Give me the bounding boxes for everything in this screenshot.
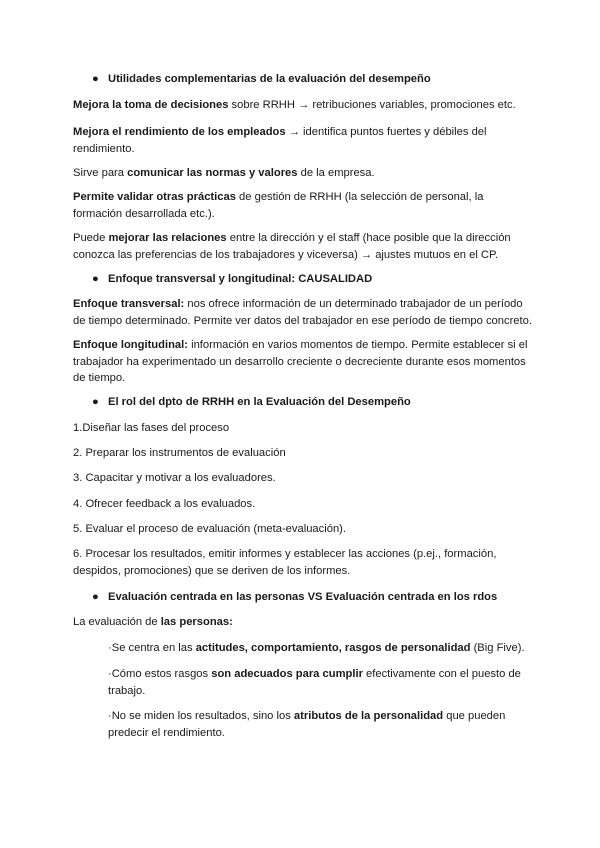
paragraph: Enfoque transversal: nos ofrece información de un determinado trabajador de un período de tiempo determinado. Permite ver datos del trabajador en ese período de tiempo concreto. bbox=[73, 298, 532, 327]
bullet-icon: ● bbox=[92, 73, 99, 85]
sub-item: ·Se centra en las actitudes, comportamiento, rasgos de personalidad (Big Five). bbox=[108, 642, 525, 654]
bullet-icon: ● bbox=[92, 273, 99, 285]
paragraph: Sirve para comunicar las normas y valores de la empresa. bbox=[73, 167, 375, 179]
paragraph: Mejora la toma de decisiones sobre RRHH → retribuciones variables, promociones etc. bbox=[73, 99, 516, 111]
list-item: 4. Ofrecer feedback a los evaluados. bbox=[73, 498, 256, 510]
section-heading: ● El rol del dpto de RRHH en la Evaluación del Desempeño bbox=[92, 394, 532, 411]
list-item: 3. Capacitar y motivar a los evaluadores. bbox=[73, 472, 276, 484]
section-heading: ● Enfoque transversal y longitudinal: CAUSALIDAD bbox=[92, 271, 532, 288]
section-heading: ● Utilidades complementarias de la evaluación del desempeño bbox=[92, 71, 532, 88]
bullet-icon: ● bbox=[92, 396, 99, 408]
list-item: 2. Preparar los instrumentos de evaluación bbox=[73, 447, 286, 459]
list-item: 6. Procesar los resultados, emitir informes y establecer las acciones (p.ej., formación, despidos, promociones) que se deriven de los informes. bbox=[73, 548, 497, 577]
bullet-icon: ● bbox=[92, 591, 99, 603]
paragraph: Mejora el rendimiento de los empleados → identifica puntos fuertes y débiles del rendimiento. bbox=[73, 126, 487, 155]
sub-item: ·Cómo estos rasgos son adecuados para cumplir efectivamente con el puesto de trabajo. bbox=[108, 668, 521, 697]
paragraph: Permite validar otras prácticas de gestión de RRHH (la selección de personal, la formación desarrollada etc.). bbox=[73, 191, 484, 220]
paragraph: Enfoque longitudinal: información en varios momentos de tiempo. Permite establecer si el trabajador ha experimentado un desarrollo creciente o decreciente durante esos momentos de tiempo. bbox=[73, 339, 528, 384]
paragraph: Puede mejorar las relaciones entre la dirección y el staff (hace posible que la dirección conozca las preferencias de los trabajadores y viceversa) → ajustes mutuos en el CP. bbox=[73, 232, 511, 261]
section-heading: ● Evaluación centrada en las personas VS Evaluación centrada en los rdos bbox=[92, 589, 532, 606]
list-item: 5. Evaluar el proceso de evaluación (meta-evaluación). bbox=[73, 523, 347, 535]
list-item: 1.Diseñar las fases del proceso bbox=[73, 422, 230, 434]
sub-item: ·No se miden los resultados, sino los atributos de la personalidad que pueden predecir el rendimiento. bbox=[108, 710, 506, 739]
paragraph: La evaluación de las personas: bbox=[73, 616, 233, 628]
